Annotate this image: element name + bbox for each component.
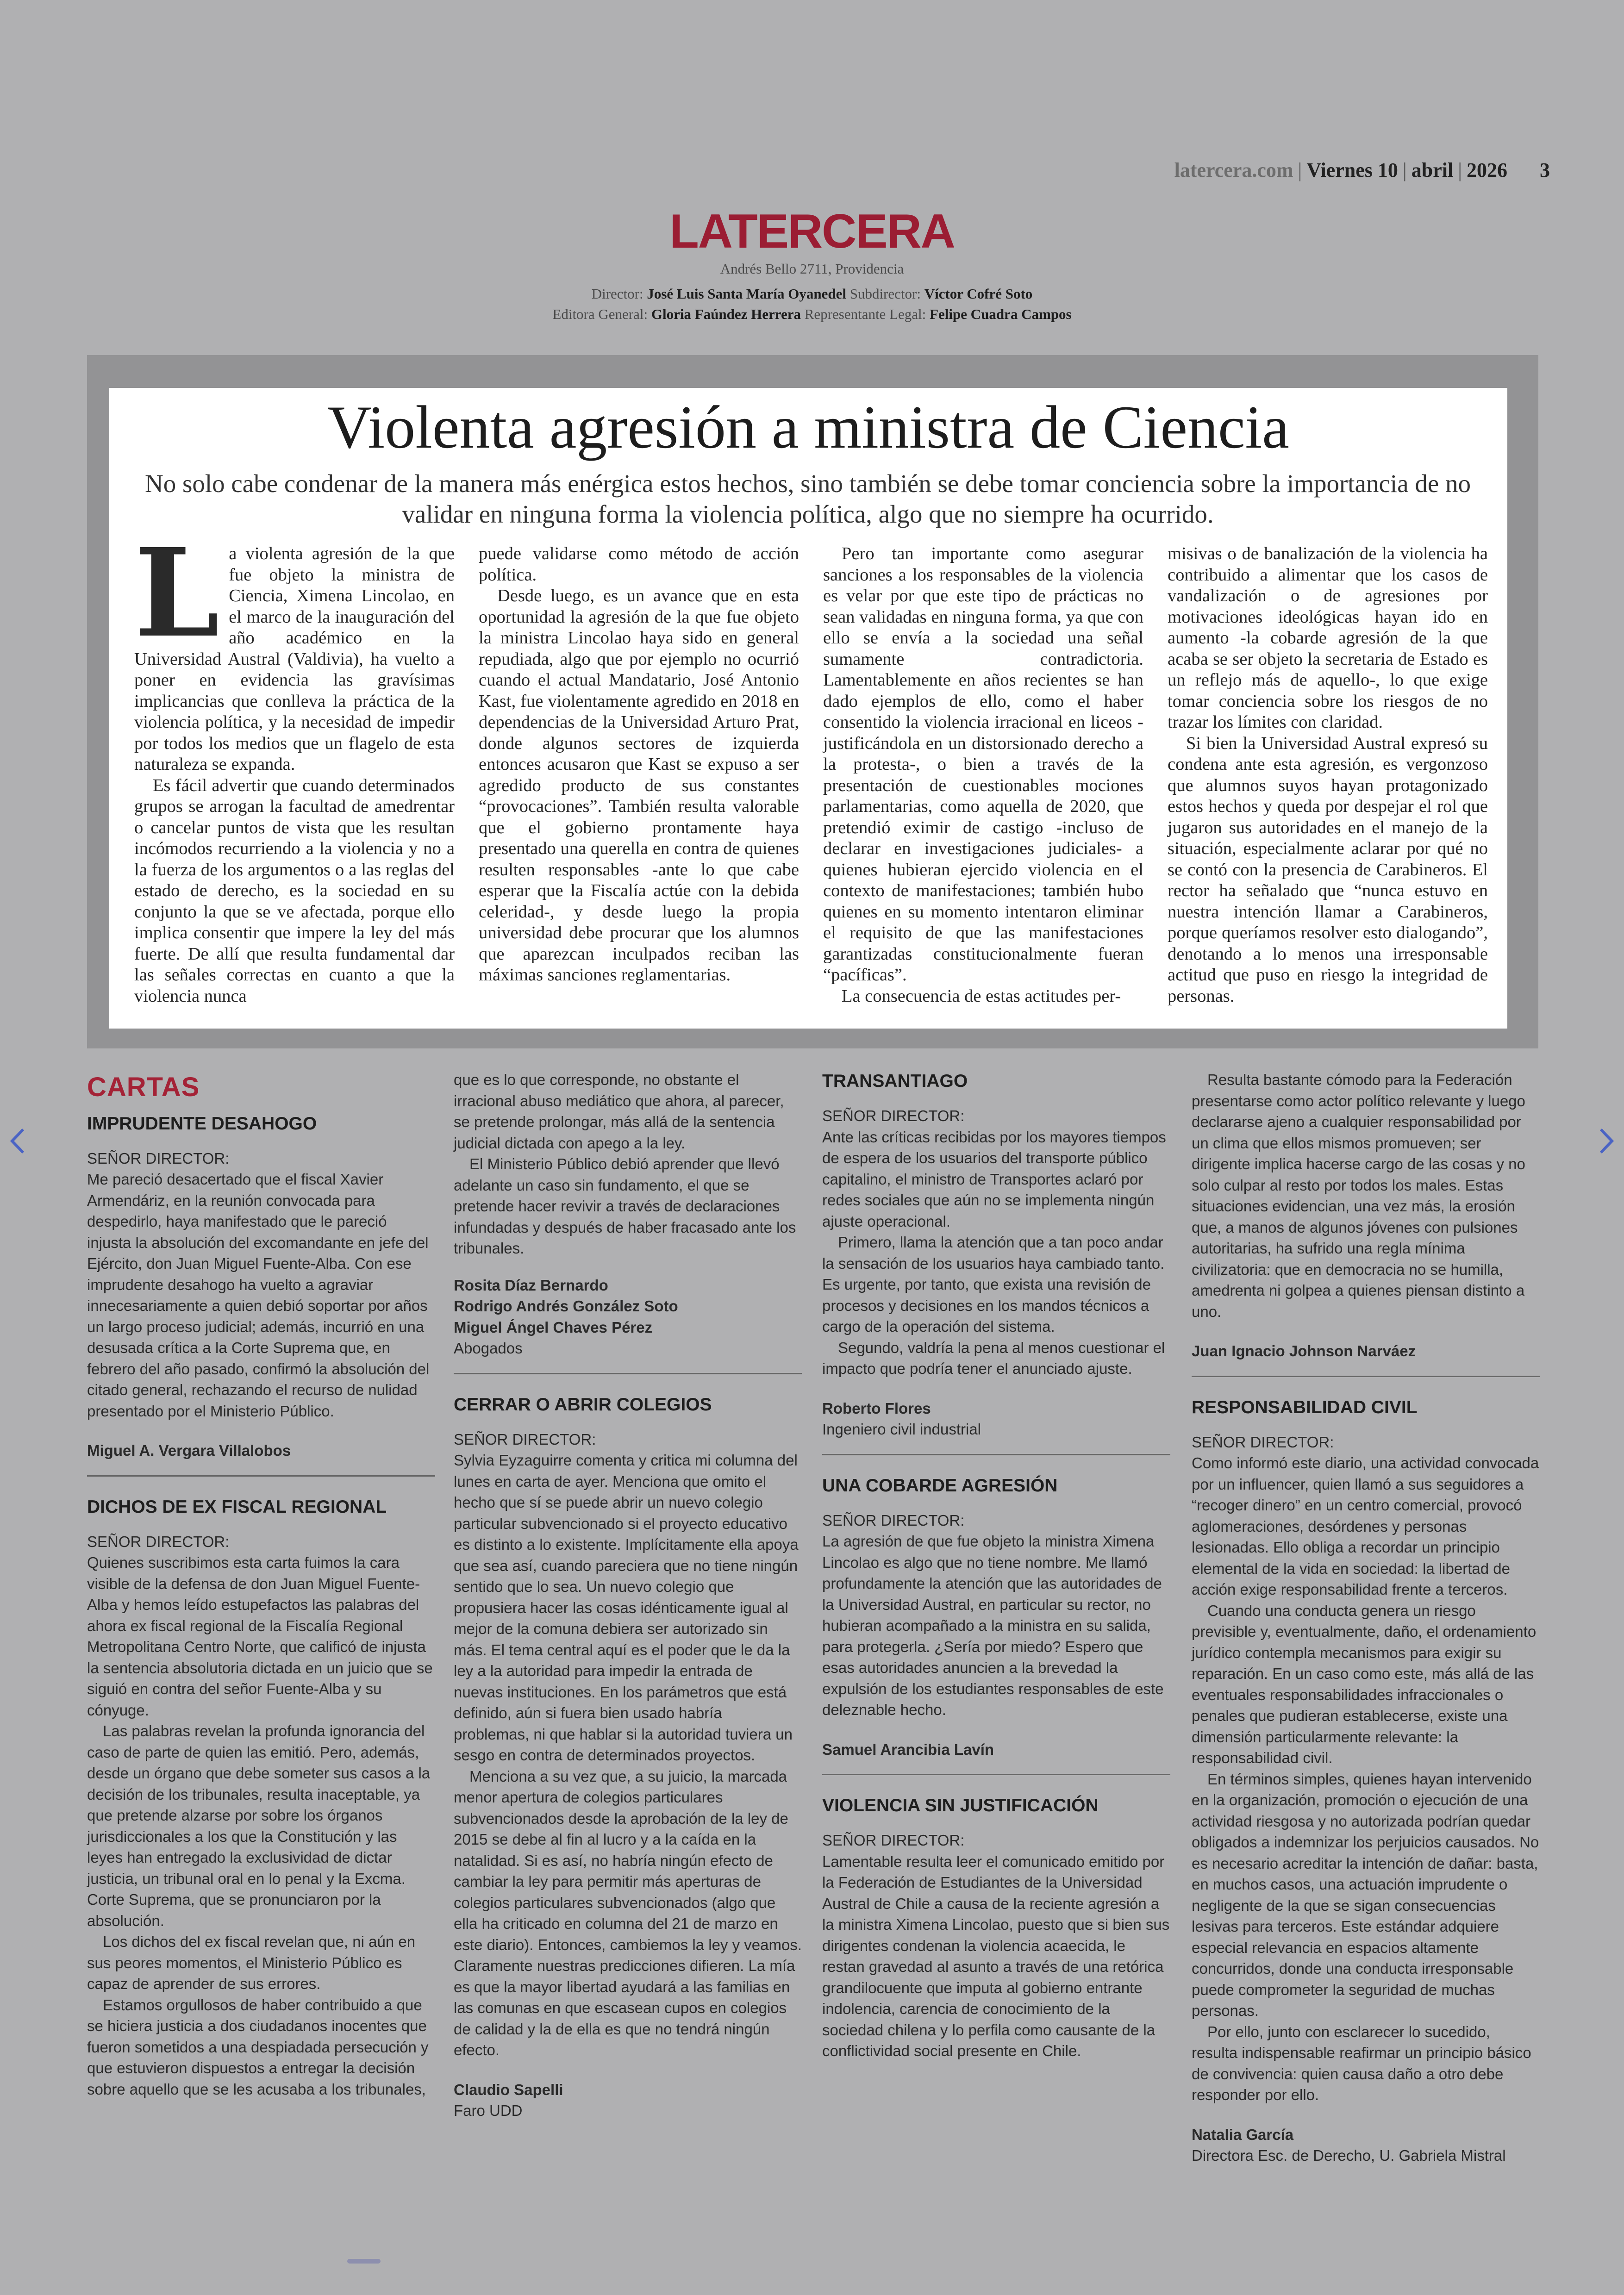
letter-signature: Roberto Flores <box>822 1399 931 1417</box>
letter-paragraph: Resulta bastante cómodo para la Federación presentarse como actor político relevante y luego declararse ajeno a cualquier responsabilidad por un clima que ellos mismos promueven; ser dirigente implica hacerse cargo de las cosas y no solo culpar al resto por todos los males. Estas situaciones evidencian, una vez más, la erosión que, a manos de algunos jóvenes con pulsiones autoritarias, ha sufrido una regla mínima civilizatoria: que en democracia no se humilla, amedrenta ni golpea a quienes piensan distinto a uno. <box>1192 1071 1525 1320</box>
divider <box>454 1373 802 1374</box>
letter-paragraph: Me pareció desacertado que el fiscal Xavier Armendáriz, en la reunión convocada para despedirlo, haya manifestado que le pareció injusta la absolución del excomandante en jefe del Ejército, don Juan Miguel Fuente-Alba. Con ese imprudente desahogo ha vuelto a agraviar innecesariamente a quien debió soportar por años un largo proceso judicial; además, incurrió en una desusada crítica a la Corte Suprema que, en febrero del año pasado, confirmó la absolución del citado general, rechazando el recurso de nulidad presentado por el Ministerio Público. <box>87 1171 430 1420</box>
chevron-right-icon <box>1593 1120 1620 1162</box>
letter-salutation: SEÑOR DIRECTOR: <box>87 1149 230 1167</box>
editorial-column-3 <box>823 543 1143 1007</box>
newspaper-logo: LATERCERA <box>669 205 955 258</box>
letter-title: IMPRUDENTE DESAHOGO <box>87 1113 317 1134</box>
divider <box>822 1454 1170 1455</box>
drop-cap: L <box>134 522 220 664</box>
letter-salutation: SEÑOR DIRECTOR: <box>822 1832 965 1849</box>
director-name: José Luis Santa María Oyanedel <box>647 286 846 302</box>
letter-title: CERRAR O ABRIR COLEGIOS <box>454 1394 712 1415</box>
date-day: Viernes 10 <box>1306 159 1398 181</box>
letter-paragraph: Por ello, junto con esclarecer lo sucedido, resulta indispensable reafirmar un principio básico de convivencia: quien causa daño a otro debe responder por ello. <box>1192 2023 1531 2103</box>
letter-paragraph: En términos simples, quienes hayan intervenido en la organización, promoción o ejecución de una actividad riesgosa y no autorizada podrían quedar obligados a indemnizar los perjuicios causados. No es necesario acreditar la intención de dañar: basta, en muchos casos, una actuación imprudente o negligente de la que se sigan consecuencias lesivas para terceros. Este estándar adquiere especial relevancia en espacios altamente concurridos, donde una conducta irresponsable puede comprometer la seguridad de muchas personas. <box>1192 1770 1539 2019</box>
letter-salutation: SEÑOR DIRECTOR: <box>822 1107 965 1124</box>
previous-page-button[interactable] <box>4 1120 31 1162</box>
staff-credits <box>0 284 1624 324</box>
letters-column-1 <box>87 1069 435 2100</box>
letter-signature: Miguel A. Vergara Villalobos <box>87 1442 291 1459</box>
divider <box>1192 1376 1540 1377</box>
letter-title: DICHOS DE EX FISCAL REGIONAL <box>87 1497 387 1517</box>
letter-title: TRANSANTIAGO <box>822 1071 968 1091</box>
scroll-indicator[interactable] <box>347 2259 381 2264</box>
letter-role: Faro UDD <box>454 2102 523 2119</box>
letter-paragraph: La agresión de que fue objeto la ministra Ximena Lincolao es algo que no tiene nombre. Me llamó profundamente la atención que las autoridades de la Universidad Austral, en particular su rector, no hubieran acompañado a la ministra en su salida, para protegerla. ¿Sería por miedo? Espero que esas autoridades anuncien a la brevedad la expulsión de los estudiantes responsables de este deleznable hecho. <box>822 1533 1164 1718</box>
editorial-paragraph: La consecuencia de estas actitudes per- <box>842 986 1121 1006</box>
divider <box>822 1774 1170 1775</box>
subdirector-label: Subdirector: <box>849 286 921 302</box>
editora-label: Editora General: <box>552 306 648 322</box>
site-url: latercera.com <box>1174 159 1293 181</box>
letter-paragraph: Los dichos del ex fiscal revelan que, ni aún en sus peores momentos, el Ministerio Público es capaz de aprender de sus errores. <box>87 1933 416 1992</box>
chevron-left-icon <box>4 1120 31 1162</box>
letter-paragraph: Estamos orgullosos de haber contribuido a que se hiciera justicia a dos ciudadanos inocentes que fueron sometidos a una despiadada persecución y que estuvieron dispuestos a entregar la decisión sobre aquello que se les acusaba a los tribunales, <box>87 1996 429 2098</box>
letter-paragraph: El Ministerio Público debió aprender que llevó adelante un caso sin fundamento, el que se pretende hacer revivir a través de declaraciones infundadas y después de haber fracasado ante los tribunales. <box>454 1155 796 1257</box>
letter-paragraph: Ante las críticas recibidas por los mayores tiempos de espera de los usuarios del transporte público capitalino, el ministro de Transportes aclaró por redes sociales que aún no se implementa ningún ajuste operacional. <box>822 1128 1166 1230</box>
director-label: Director: <box>591 286 643 302</box>
section-title: CARTAS <box>87 1072 200 1102</box>
letter-signature: Rosita Díaz Bernardo <box>454 1276 608 1294</box>
next-page-button[interactable] <box>1593 1120 1620 1162</box>
editorial-paragraph: Si bien la Universidad Austral expresó su condena ante esta agresión, es vergonzoso que alumnos suyos hayan protagonizado estos hechos y queda por despejar el rol que jugaron sus autoridades en el manejo de la situación, especialmente aclarar por qué no se contó con la presencia de Carabineros. El rector ha señalado que “nunca estuvo en nuestra intención llamar a Carabineros, porque queríamos resolver esto dialogando”, denotando a lo menos una irresponsable actitud que puso en riesgo la integridad de personas. <box>1168 733 1488 1006</box>
date-month: abril <box>1411 159 1454 181</box>
letter-signature: Claudio Sapelli <box>454 2081 563 2098</box>
letter-signature: Juan Ignacio Johnson Narváez <box>1192 1342 1416 1360</box>
subdirector-name: Víctor Cofré Soto <box>924 286 1033 302</box>
letter-paragraph: Sylvia Eyzaguirre comenta y critica mi columna del lunes en carta de ayer. Menciona que omito el hecho que sí se puede abrir un nuevo colegio particular subvencionado si el proyecto educativo es distinto a lo existente. Implícitamente ella apoya que sea así, cuando pareciera que no tiene ningún sentido que lo sea. Un nuevo colegio que propusiera hacer las cosas idénticamente igual al mejor de la comuna debiera ser autorizado sin más. El tema central aquí es el poder que le da la ley a la autoridad para impedir la entrada de nuevas instituciones. En los parámetros que está definido, aún si fuera bien usado habría problemas, ni que hablar si la autoridad tuviera un sesgo en contra de determinados proyectos. <box>454 1452 799 1764</box>
letter-salutation: SEÑOR DIRECTOR: <box>87 1533 230 1550</box>
letter-paragraph: que es lo que corresponde, no obstante el irracional abuso mediático que ahora, al parecer, se pretende prolongar, más allá de la sentencia judicial dictada con apego a la ley. <box>454 1071 784 1152</box>
letter-signature: Rodrigo Andrés González Soto <box>454 1297 678 1315</box>
letter-paragraph: Menciona a su vez que, a su juicio, la marcada menor apertura de colegios particulares subvencionados desde la aprobación de la ley de 2015 se debe al fin al lucro y a la caída en la natalidad. Si es así, no habría ningún efecto de cambiar la ley para permitir más aperturas de colegios particulares subvencionados (algo que ella ha criticado en columna del 21 de marzo en este diario). Entonces, cambiemos la ley y veamos. Claramente nuestras predicciones difieren. La mía es que la mayor libertad ayudará a las familias en las comunas en que escasean cupos en colegios de calidad y la de ella es que no tendrá ningún efecto. <box>454 1767 802 2058</box>
editorial-column-4 <box>1168 543 1488 1007</box>
letter-paragraph: Cuando una conducta genera un riesgo previsible y, eventualmente, daño, el ordenamiento jurídico contempla mecanismos para exigir su reparación. En un caso como este, más allá de las eventuales responsabilidades infraccionales o penales que pudieran establecerse, existe una dimensión particularmente relevante: la responsabilidad civil. <box>1192 1602 1537 1766</box>
editorial-paragraph: Pero tan importante como asegurar sanciones a los responsables de la violencia es velar por que este tipo de prácticas no sean validadas en ninguna forma, ya que con ello se envía a la sociedad una señal sumamente contradictoria. Lamentablemente en años recientes se han dado ejemplos de ello, como el haber consentido la violencia irracional en liceos -justificándola en un distorsionado derecho a la protesta-, o bien a través de la presentación de cuestionables mociones parlamentarias, como aquella de 2020, que pretendió eximir de castigo -incluso de declarar en investigaciones judiciales- a quienes hubieran ejercido violencia en el contexto de manifestaciones; también hubo quienes en su momento intentaron eliminar el requisito de que las manifestaciones garantizadas constitucionalmente fueran “pacíficas”. <box>823 544 1143 985</box>
letter-signature: Natalia García <box>1192 2126 1294 2143</box>
letter-title: RESPONSABILIDAD CIVIL <box>1192 1397 1418 1417</box>
divider <box>87 1475 435 1477</box>
editorial-paragraph: puede validarse como método de acción política. <box>479 544 799 585</box>
masthead <box>0 206 1624 324</box>
letter-salutation: SEÑOR DIRECTOR: <box>822 1511 965 1529</box>
letter-paragraph: Las palabras revelan la profunda ignorancia del caso de parte de quien las emitió. Pero, además, desde un órgano que debe someter sus casos a la decisión de los tribunales, resulta inaceptable, ya que pretende alzarse por sobre los órganos jurisdiccionales a los que la Constitución y las leyes han entregado la exclusividad de dictar justicia, un tribunal oral en lo penal y la Excma. Corte Suprema, que se pronunciaron por la absolución. <box>87 1722 431 1929</box>
page-number: 3 <box>1540 159 1550 181</box>
letter-role: Ingeniero civil industrial <box>822 1421 981 1438</box>
letter-role: Directora Esc. de Derecho, U. Gabriela Mistral <box>1192 2147 1506 2164</box>
letter-signature: Samuel Arancibia Lavín <box>822 1740 994 1758</box>
letter-paragraph: Quienes suscribimos esta carta fuimos la cara visible de la defensa de don Juan Miguel Fuente-Alba y hemos leído estupefactos las palabras del ahora ex fiscal regional de la Fiscalía Regional Metropolitana Centro Norte, que calificó de injusta la sentencia absolutoria dictada en un juicio que se siguió en contra del señor Fuente-Alba y su cónyuge. <box>87 1554 433 1719</box>
editorial-paragraph: Desde luego, es un avance que en esta oportunidad la agresión de la que fue objeto la ministra Lincolao haya sido en general repudiada, algo que por ejemplo no ocurrió cuando el actual Mandatario, José Antonio Kast, fue violentamente agredido en 2018 en dependencias de la Universidad Arturo Prat, donde algunos sectores de izquierda entonces acusaron que Kast se expuso a ser agredido producto de sus constantes “provocaciones”. También resulta valorable que el gobierno prontamente haya presentado una querella en contra de quienes resulten responsables -ante lo que cabe esperar que la Fiscalía actúe con la debida celeridad-, y desde luego la propia universidad debe procurar que los alumnos que aparezcan inculpados reciban las máximas sanciones reglamentarias. <box>479 586 799 985</box>
letter-salutation: SEÑOR DIRECTOR: <box>454 1430 596 1448</box>
letter-title: UNA COBARDE AGRESIÓN <box>822 1475 1058 1496</box>
letter-paragraph: Primero, llama la atención que a tan poco andar la sensación de los usuarios haya cambiado tanto. Es urgente, por tanto, que exista una revisión de procesos y decisiones en los mandos técnicos a cargo de la operación del sistema. <box>822 1234 1165 1335</box>
letter-salutation: SEÑOR DIRECTOR: <box>1192 1433 1334 1451</box>
dateline: latercera.com | Viernes 10 | abril | 2026 3 <box>1174 159 1550 181</box>
letter-title: VIOLENCIA SIN JUSTIFICACIÓN <box>822 1796 1099 1815</box>
letter-paragraph: Como informó este diario, una actividad convocada por un influencer, quien llamó a sus seguidores a “recoger dinero” en un centro comercial, provocó aglomeraciones, desórdenes y personas lesionadas. Ello obliga a recordar un principio elemental de la vida en sociedad: la libertad de acción exige responsabilidad frente a terceros. <box>1192 1454 1539 1598</box>
address: Andrés Bello 2711, Providencia <box>720 261 904 277</box>
editorial-column-2 <box>479 543 799 986</box>
editorial-column-1 <box>134 522 455 1007</box>
letter-role: Abogados <box>454 1340 523 1357</box>
editora-name: Gloria Faúndez Herrera <box>651 306 801 322</box>
editorial-deck: No solo cabe condenar de la manera más enérgica estos hechos, sino también se debe tomar conciencia sobre la importancia de no validar en ninguna forma la violencia política, algo que no siempre ha ocurrido. <box>144 469 1471 528</box>
editorial-paragraph: misivas o de banalización de la violencia ha contribuido a alimentar que los casos de vandalización o de agresiones por motivaciones ideológicas hayan ido en aumento -la cobarde agresión de la que acaba se ser objeto la secretaria de Estado es un reflejo más de aquello-, lo que exige tomar conciencia sobre los riesgos de no trazar los límites con claridad. <box>1168 544 1488 732</box>
letters-column-2 <box>454 1069 802 2121</box>
editorial-paragraph: a violenta agresión de la que fue objeto la ministra de Ciencia, Ximena Lincolao, en el marco de la inauguración del año académico en la Universidad Austral (Valdivia), ha vuelto a poner en evidencia las gravísimas implicancias que conlleva la práctica de la violencia política, y la necesidad de impedir por todos los medios que un flagelo de esta naturaleza se expanda. <box>134 544 455 774</box>
representante-label: Representante Legal: <box>804 306 926 322</box>
representante-name: Felipe Cuadra Campos <box>930 306 1072 322</box>
letter-signature: Miguel Ángel Chaves Pérez <box>454 1318 653 1336</box>
letter-paragraph: Segundo, valdría la pena al menos cuestionar el impacto que podría tener el anunciado ajuste. <box>822 1339 1165 1377</box>
letter-paragraph: Lamentable resulta leer el comunicado emitido por la Federación de Estudiantes de la Universidad Austral de Chile a causa de la reciente agresión a la ministra Ximena Lincolao, puesto que si bien sus dirigentes condenan la violencia acaecida, le restan gravedad al asunto a través de una retórica grandilocuente que imputa al gobierno entrante indolencia, carencia de conocimiento de la sociedad chilena y lo perfila como causante de la conflictividad social presente en Chile. <box>822 1852 1170 2059</box>
editorial-paragraph: Es fácil advertir que cuando determinados grupos se arrogan la facultad de amedrentar o cancelar puntos de vista que les resultan incómodos recurriendo a la violencia y no a la fuerza de los argumentos o a las reglas del estado de derecho, es la sociedad en su conjunto la que se ve afectada, porque ello implica consentir que impere la ley del más fuerte. De allí que resulta fundamental dar las señales correctas en cuanto a que la violencia nunca <box>134 775 455 1006</box>
letters-column-4 <box>1192 1069 1540 2166</box>
editorial-title: Violenta agresión a ministra de Ciencia <box>327 393 1289 461</box>
letters-column-3 <box>822 1069 1170 2062</box>
date-year: 2026 <box>1467 159 1507 181</box>
